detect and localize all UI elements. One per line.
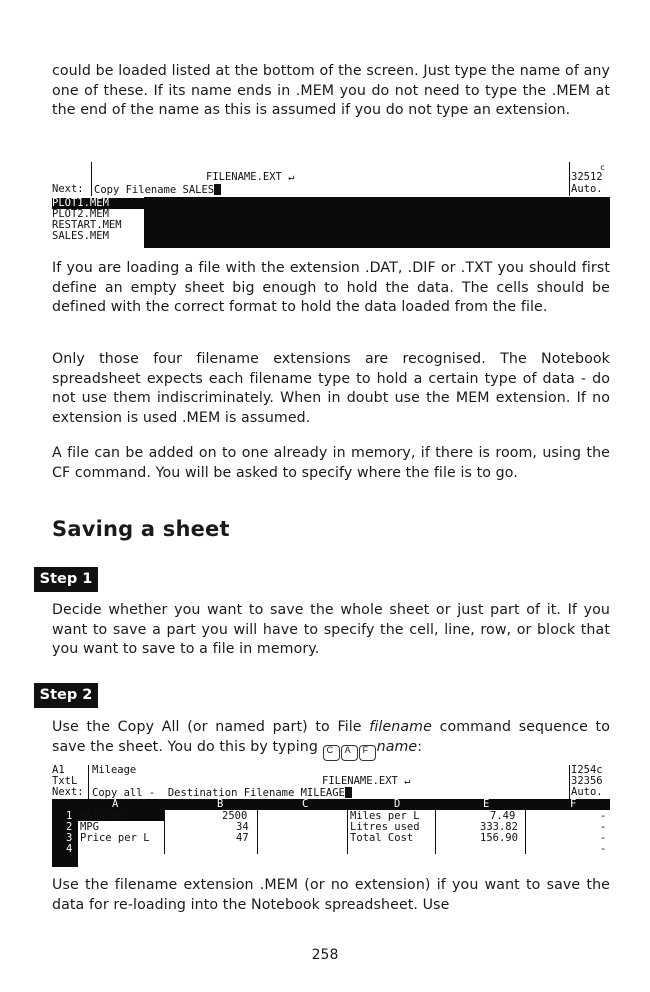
closing-paragraph: Use the filename extension .MEM (or no extension) if you want to save the data for re-loading into the Notebook spreadsheet. Use xyxy=(52,877,610,913)
cell-d1: Miles per L xyxy=(350,810,420,822)
step2-badge: Step 2 xyxy=(34,683,98,708)
cell-e1: 7.49 xyxy=(490,810,516,822)
screen1-indicator: c xyxy=(600,163,605,172)
row-number: 2 xyxy=(66,821,73,833)
column-header: A xyxy=(112,798,119,810)
cell-b2: 34 xyxy=(236,821,249,833)
step1-paragraph: Decide whether you want to save the whole sheet or just part of it. If you want to save a part you will have to specify the cell, line, row, or block that you want to save to a file in memory. xyxy=(52,602,610,658)
screen1-memory: 32512 xyxy=(571,171,603,183)
cell-e3: 156.90 xyxy=(480,832,518,844)
file-item-selected: PLOT1.MEM xyxy=(52,198,144,209)
screen2-prompt: FILENAME.EXT ↵ xyxy=(322,775,411,787)
load-screen-illustration xyxy=(52,162,610,248)
screen1-prompt: FILENAME.EXT ↵ xyxy=(206,171,295,183)
screen2-command: Copy all - Destination Filename MILEAGE xyxy=(92,787,352,799)
save-screen-illustration xyxy=(52,765,610,867)
cell-a3: Price per L xyxy=(80,832,150,844)
recognised-extensions-paragraph: Only those four filename extensions are recognised. The Notebook spreadsheet expects each filename type to hold a certain type of data - do not use them indiscriminately. When in doubt use the MEM extension. If no extension is used .MEM is assumed. xyxy=(52,351,610,426)
column-header: B xyxy=(217,798,224,810)
cell-e2: 333.82 xyxy=(480,821,518,833)
cell-f1: - xyxy=(600,810,607,822)
screen2-cell-ref: A1 xyxy=(52,764,65,776)
key-c-icon: C xyxy=(323,745,340,761)
row-number: 4 xyxy=(66,843,73,855)
cell-a1: Mileage xyxy=(80,810,125,822)
row-number: 3 xyxy=(66,832,73,844)
step2-paragraph: Use the Copy All (or named part) to File filename command sequence to save the sheet. You do this by typing C A F name: xyxy=(52,718,610,761)
screen1-next-label: Next: xyxy=(52,183,84,195)
column-header: D xyxy=(394,798,401,810)
key-f-icon: F xyxy=(359,745,376,761)
screen1-command: Copy Filename SALES xyxy=(94,184,221,196)
text-cursor xyxy=(345,787,352,798)
file-item: RESTART.MEM xyxy=(52,219,122,231)
row-number: 1 xyxy=(66,810,73,822)
column-header-bar xyxy=(52,799,610,810)
extension-paragraph: If you are loading a file with the extension .DAT, .DIF or .TXT you should first define an empty sheet big enough to hold the data. The cells should be defined with the correct format to hold the data loaded from the file. xyxy=(52,260,610,316)
column-header: F xyxy=(570,798,577,810)
cell-b3: 47 xyxy=(236,832,249,844)
screen2-indicator: I254c xyxy=(571,764,603,776)
screen1-mode: Auto. xyxy=(571,183,603,195)
screen2-memory: 32356 xyxy=(571,775,603,787)
screen2-cell-content: Mileage xyxy=(92,764,137,776)
column-header: C xyxy=(302,798,309,810)
file-item: SALES.MEM xyxy=(52,230,109,242)
key-a-icon: A xyxy=(341,745,358,761)
text-cursor xyxy=(214,184,221,195)
cell-b1: 2500 xyxy=(222,810,248,822)
screen2-type: TxtL xyxy=(52,775,78,787)
cell-d2: Litres used xyxy=(350,821,420,833)
cell-d3: Total Cost xyxy=(350,832,414,844)
cell-f4: - xyxy=(600,843,607,855)
append-file-paragraph: A file can be added on to one already in memory, if there is room, using the CF command. You will be asked to specify where the file is to go. xyxy=(52,445,610,481)
cell-a2: MPG xyxy=(80,821,99,833)
intro-paragraph: could be loaded listed at the bottom of the screen. Just type the name of any one of these. If its name ends in .MEM you do not need to type the .MEM at the end of the name as this is assumed if you do not type an extension. xyxy=(52,63,610,119)
step1-badge: Step 1 xyxy=(34,567,98,592)
screen2-next-label: Next: xyxy=(52,786,84,798)
cell-f3: - xyxy=(600,832,607,844)
screen2-mode: Auto. xyxy=(571,786,603,798)
section-heading: Saving a sheet xyxy=(52,517,230,541)
page-number: 258 xyxy=(311,947,339,963)
column-header: E xyxy=(483,798,490,810)
file-item: PLOT2.MEM xyxy=(52,208,109,220)
cell-f2: - xyxy=(600,821,607,833)
